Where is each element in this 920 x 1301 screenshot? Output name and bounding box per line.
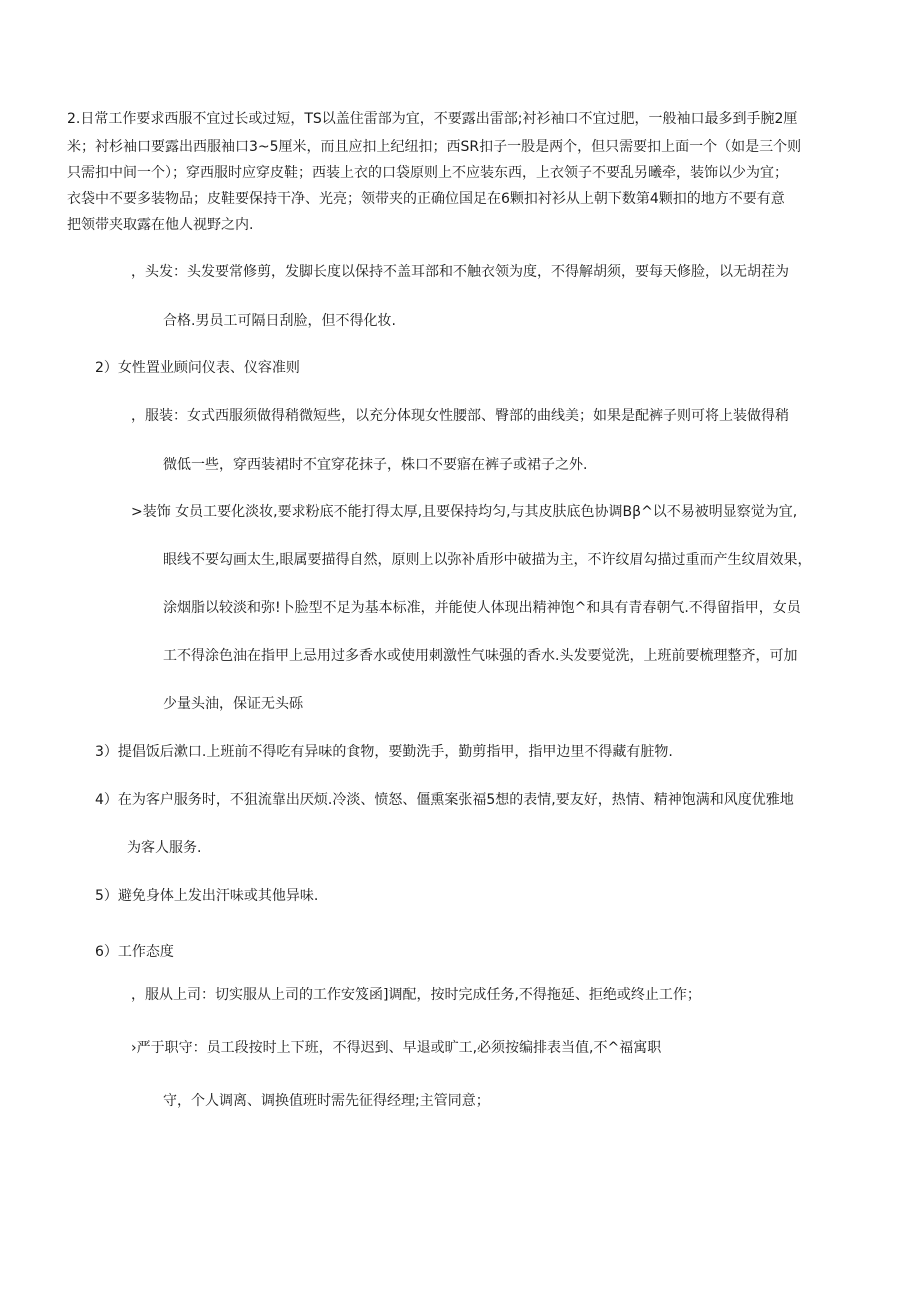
- hair-line-1: ，头发：头发要常修剪，发脚长度以保持不盖耳部和不触衣领为度，不得解胡须，要每天修脸，以无胡茬为: [131, 264, 789, 280]
- clothing-line-1: ，服装：女式西服须做得稍微短些，以充分体现女性腰部、臀部的曲线美；如果是配裤子则可将上装做得稍: [131, 408, 789, 424]
- item5-line: 5）避免身体上发出汗味或其他异味.: [95, 888, 319, 904]
- decor-line-4: 工不得涂色油在指甲上忌用过多香水或使用刺激性气味强的香水.头发要觉洗，上班前要梳理整齐，可加: [163, 648, 798, 664]
- decor-line-3: 涂烟脂以较淡和弥!卜脸型不足为基本标准，并能使人体现出精神饱^和具有青春朝气.不得留指甲，女员: [163, 600, 801, 616]
- clothing-line-2: 微低一些，穿西装裙时不宜穿花抹子，株口不要寤在裤子或裙子之外.: [163, 457, 588, 473]
- para1-line-5: 把领带夹取露在他人视野之内.: [67, 217, 254, 233]
- para1-line-1: 2.日常工作要求西服不宜过长或过短，TS以盖住雷部为宜，不要露出雷部;衬衫袖口不宜过肥，一般袖口最多到手腕2厘: [67, 111, 798, 127]
- decor-line-1: >装饰 女员工要化淡妆,要求粉底不能打得太厚,且要保持均匀,与其皮肤底色协调Bβ^以不易被明显察觉为宜,: [131, 504, 798, 520]
- obey-line: ，服从上司：切实服从上司的工作安笈函]调配，按时完成任务,不得拖延、拒绝或终止工作；: [131, 987, 701, 1003]
- duty-line-1: ›严于职守：员工段按时上下班，不得迟到、早退或旷工,必须按编排表当值,不^福寓职: [131, 1040, 662, 1056]
- hair-line-2: 合格.男员工可隔日刮脸，但不得化妆.: [163, 313, 396, 329]
- decor-line-2: 眼线不要勾画太生,眼属要描得自然，原则上以弥补盾形中破描为主，不许纹眉勾描过重而产生纹眉效果，: [163, 552, 812, 568]
- para1-line-3: 只需扣中间一个）；穿西服时应穿皮鞋；西装上衣的口袋原则上不应装东西，上衣领子不要乱另曦牵，装饰以少为宜；: [67, 165, 788, 181]
- item2-heading: 2）女性置业顾问仪表、仪容准则: [95, 360, 300, 376]
- item4-line-1: 4）在为客户服务时，不狙流靠出厌烦.冷淡、愤怒、僵熏案张福5想的表情,要友好，热情、精神饱满和风度优雅地: [95, 792, 794, 808]
- para1-line-4: 衣袋中不要多装物品；皮鞋要保持干净、光亮；领带夹的正确位国足在6颗扣衬衫从上朝下数第4颗扣的地方不要有意: [67, 191, 785, 207]
- item3-line: 3）提倡饭后漱口.上班前不得吃有异味的食物，要勤洗手，勤剪指甲，指甲边里不得藏有脏物.: [95, 744, 673, 760]
- item6-heading: 6）工作态度: [95, 944, 174, 960]
- duty-line-2: 守，个人调离、调换值班时需先征得经理;主管同意；: [163, 1093, 490, 1109]
- item4-line-2: 为客人服务.: [127, 840, 202, 856]
- para1-line-2: 米；衬杉袖口要露出西服袖口3~5厘米，而且应扣上纪纽扣；西SR扣子一股是两个，但只需要扣上面一个（如是三个则: [67, 139, 802, 155]
- decor-line-5: 少量头油，保证无头砾: [163, 696, 303, 712]
